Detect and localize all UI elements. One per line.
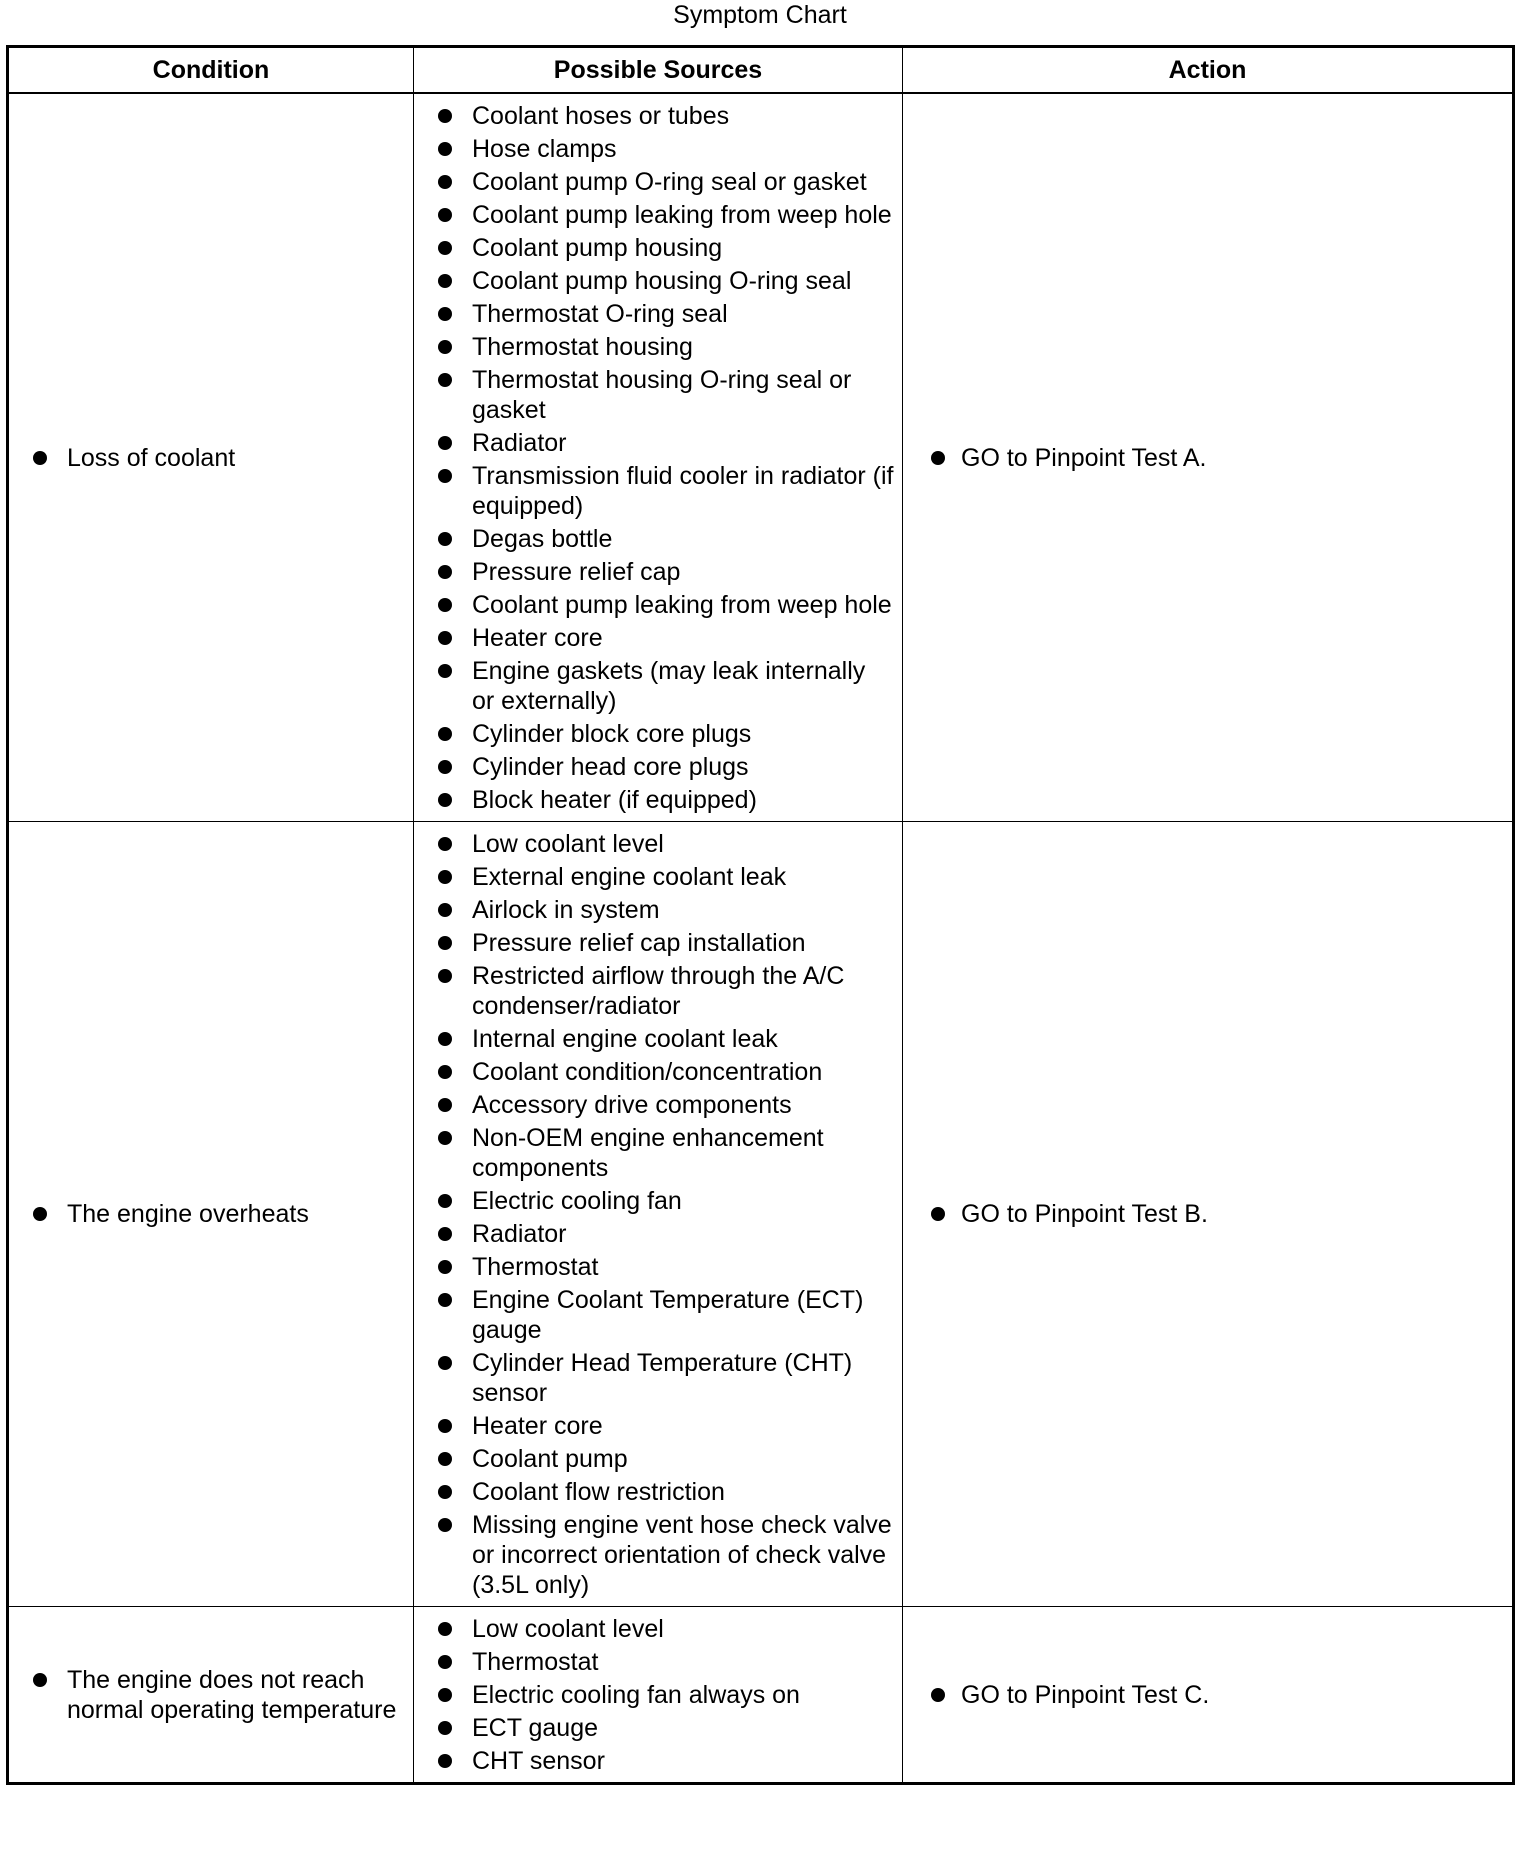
source-item: CHT sensor: [414, 1746, 894, 1776]
table-row: [8, 1607, 1514, 1784]
source-item: Coolant pump: [414, 1444, 894, 1474]
source-item: Coolant pump leaking from weep hole: [414, 200, 894, 230]
source-item: Electric cooling fan always on: [414, 1680, 894, 1710]
condition-cell: [8, 93, 414, 822]
source-item: Thermostat: [414, 1647, 894, 1677]
source-item: Restricted airflow through the A/C condenser/radiator: [414, 961, 894, 1021]
source-item: Low coolant level: [414, 829, 894, 859]
sources-list: [414, 94, 902, 821]
source-item: Cylinder head core plugs: [414, 752, 894, 782]
action-text: GO to Pinpoint Test B.: [903, 1199, 1512, 1229]
header-possible-sources: Possible Sources: [414, 47, 903, 94]
source-item: Thermostat: [414, 1252, 894, 1282]
source-item: Radiator: [414, 1219, 894, 1249]
header-action: Action: [903, 47, 1514, 94]
source-item: Coolant condition/concentration: [414, 1057, 894, 1087]
source-item: Electric cooling fan: [414, 1186, 894, 1216]
source-item: External engine coolant leak: [414, 862, 894, 892]
condition-cell: [8, 822, 414, 1607]
sources-cell: [414, 93, 903, 822]
condition-text: Loss of coolant: [9, 443, 413, 473]
sources-cell: [414, 822, 903, 1607]
source-item: Airlock in system: [414, 895, 894, 925]
source-item: ECT gauge: [414, 1713, 894, 1743]
source-item: Cylinder Head Temperature (CHT) sensor: [414, 1348, 894, 1408]
sources-list: [414, 822, 902, 1606]
source-item: Internal engine coolant leak: [414, 1024, 894, 1054]
source-item: Coolant pump housing O-ring seal: [414, 266, 894, 296]
action-cell: [903, 822, 1514, 1607]
source-item: Accessory drive components: [414, 1090, 894, 1120]
action-text: GO to Pinpoint Test A.: [903, 443, 1512, 473]
action-cell: [903, 1607, 1514, 1784]
header-condition: Condition: [8, 47, 414, 94]
source-item: Coolant pump O-ring seal or gasket: [414, 167, 894, 197]
sources-list: [414, 1607, 902, 1782]
sources-cell: [414, 1607, 903, 1784]
source-item: Low coolant level: [414, 1614, 894, 1644]
source-item: Engine gaskets (may leak internally or externally): [414, 656, 894, 716]
source-item: Radiator: [414, 428, 894, 458]
source-item: Transmission fluid cooler in radiator (if equipped): [414, 461, 894, 521]
symptom-table: [6, 45, 1515, 1785]
action-text: GO to Pinpoint Test C.: [903, 1680, 1512, 1710]
chart-caption: Symptom Chart: [673, 1, 847, 29]
source-item: Block heater (if equipped): [414, 785, 894, 815]
source-item: Thermostat O-ring seal: [414, 299, 894, 329]
source-item: Coolant hoses or tubes: [414, 101, 894, 131]
action-cell: [903, 93, 1514, 822]
source-item: Thermostat housing: [414, 332, 894, 362]
source-item: Coolant pump leaking from weep hole: [414, 590, 894, 620]
table-row: [8, 93, 1514, 822]
source-item: Non-OEM engine enhancement components: [414, 1123, 894, 1183]
condition-text: The engine overheats: [9, 1199, 413, 1229]
source-item: Thermostat housing O-ring seal or gasket: [414, 365, 894, 425]
table-row: [8, 822, 1514, 1607]
condition-text: The engine does not reach normal operating temperature: [9, 1665, 413, 1725]
source-item: Heater core: [414, 1411, 894, 1441]
condition-cell: [8, 1607, 414, 1784]
source-item: Pressure relief cap installation: [414, 928, 894, 958]
source-item: Cylinder block core plugs: [414, 719, 894, 749]
source-item: Degas bottle: [414, 524, 894, 554]
source-item: Hose clamps: [414, 134, 894, 164]
source-item: Missing engine vent hose check valve or incorrect orientation of check valve (3.5L only): [414, 1510, 894, 1600]
header-row: [8, 47, 1514, 94]
source-item: Pressure relief cap: [414, 557, 894, 587]
source-item: Engine Coolant Temperature (ECT) gauge: [414, 1285, 894, 1345]
source-item: Coolant flow restriction: [414, 1477, 894, 1507]
source-item: Heater core: [414, 623, 894, 653]
source-item: Coolant pump housing: [414, 233, 894, 263]
